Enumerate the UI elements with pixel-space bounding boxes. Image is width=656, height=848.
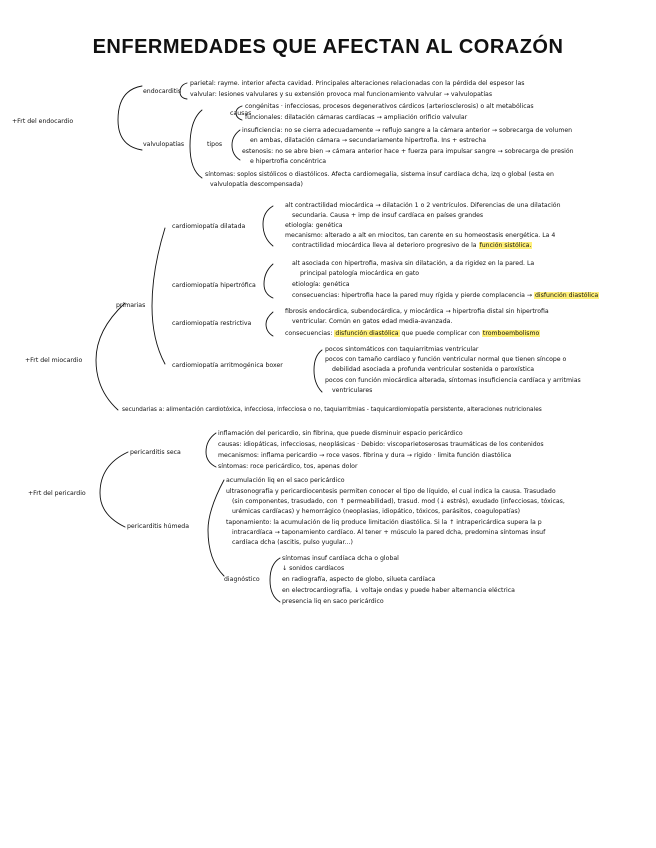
text-line: en ambas, dilatación cámara → secundariamente hipertrofia. Ins + estrecha xyxy=(250,137,487,144)
node-cardiomiopatia-restrictiva: cardiomiopatía restrictiva xyxy=(172,320,252,327)
text-line: alt asociada con hipertrofia, masiva sin dilatación, a da rigidez en la pared. La xyxy=(292,260,535,267)
node-diagnostico: diagnóstico xyxy=(224,576,260,583)
bracket-dilatada xyxy=(263,206,273,246)
text-line: mecanismos: inflama pericardio → roce vasos. fibrina y dura → rígido · limita función diastólica xyxy=(218,452,512,459)
bracket-endocardio xyxy=(118,86,142,150)
node-endocarditis: endocarditis xyxy=(143,88,182,95)
text-line: síntomas: roce pericárdico, tos, apenas dolor xyxy=(218,463,358,470)
node-cardiomiopatia-dilatada: cardiomiopatía dilatada xyxy=(172,223,246,230)
text-line: contractilidad miocárdica lleva al deterioro progresivo de la función sistólica. xyxy=(292,242,532,249)
text-line: insuficiencia: no se cierra adecuadamente → reflujo sangre a la cámara anterior → sobrecarga de volumen xyxy=(242,127,573,134)
bracket-restrictiva xyxy=(266,312,273,336)
text-line: causas: idiopáticas, infecciosas, neoplásicas · Debido: viscoparietoserosas traumáticas de los contenidos xyxy=(218,441,544,448)
text-line: ventriculares xyxy=(332,387,373,394)
text-line: cardíaca dcha (ascitis, pulso yugular...) xyxy=(232,539,353,546)
bracket-miocardio xyxy=(96,303,125,410)
node-valvulopatias: valvulopatías xyxy=(143,141,185,148)
node-pericarditis-seca: pericarditis seca xyxy=(130,449,181,456)
text-line: parietal: rayme. interior afecta cavidad. Principales alteraciones relacionadas con la pérdida del espesor las xyxy=(190,80,525,87)
bracket-primarias xyxy=(152,228,165,364)
bracket-humeda xyxy=(208,480,224,576)
node-cardiomiopatia-hipertrofica: cardiomiopatía hipertrófica xyxy=(172,282,256,289)
text-line: pocos con tamaño cardíaco y función ventricular normal que tienen síncope o xyxy=(325,356,567,363)
text-line: e hipertrofia concéntrica xyxy=(250,158,327,165)
text-line: inflamación del pericardio, sin fibrina, que puede disminuir espacio pericárdico xyxy=(218,430,463,437)
text-line: en radiografía, aspecto de globo, silueta cardíaca xyxy=(282,576,436,583)
branch-endocardio: +Frt del endocardio xyxy=(12,118,74,125)
text-line: presencia liq en saco pericárdico xyxy=(282,598,384,605)
text-line: etiología: genética xyxy=(285,222,343,229)
node-causas: causas xyxy=(230,110,252,117)
text-line: ventricular. Común en gatos edad media-avanzada. xyxy=(292,318,453,325)
highlight-tromboembolismo: tromboembolismo xyxy=(482,330,540,337)
bracket-arritmogenica xyxy=(314,350,322,392)
text-line: síntomas: soplos sistólicos o diastólicos. Afecta cardiomegalia, sistema insuf cardíaca dcha, izq o global (esta en xyxy=(205,171,554,178)
text-line: urémicas cardíacas) y hemorrágico (neoplasias, idiopático, tóxicos, parásitos, coagulopatías) xyxy=(232,508,521,515)
branch-pericardio: +Frt del pericardio xyxy=(28,490,86,497)
text-line: intracardíaca → taponamiento cardíaco. Al tener + músculo la pared dcha, predomina síntomas insuf xyxy=(232,529,546,536)
node-pericarditis-humeda: pericarditis húmeda xyxy=(127,523,190,530)
text-line: valvular: lesiones valvulares y su extensión provoca mal funcionamiento valvular → valvulopatías xyxy=(190,91,493,98)
highlight-funcion-sistolica: función sistólica. xyxy=(479,242,532,249)
bracket-seca xyxy=(206,433,216,467)
text-line: (sin componentes, trasudado, con ↑ permeabilidad), trasud. mod (↓ estrés), exudado (infecciosas, tóxicas, xyxy=(232,498,565,505)
node-secundarias: secundarias a: alimentación cardiotóxica, infecciosa, infecciosa o no, taquiarritmias - taquicardiomiopatía persistente, alteraciones nutricionales xyxy=(122,407,542,413)
page-title: ENFERMEDADES QUE AFECTAN AL CORAZÓN xyxy=(92,36,564,58)
highlight-disfuncion-diastolica: disfunción diastólica xyxy=(534,292,599,299)
bracket-hipertrofica xyxy=(264,264,273,298)
text-line: síntomas insuf cardíaca dcha o global xyxy=(282,555,399,562)
bracket-valvulopatias xyxy=(190,110,202,178)
node-cardiomiopatia-arritmogenica: cardiomiopatía arritmogénica boxer xyxy=(172,362,283,369)
branch-miocardio: +Frt del miocardio xyxy=(25,357,83,364)
text-line: consecuencias: hipertrofia hace la pared muy rígida y pierde complacencia → disfunción diastólica xyxy=(292,292,599,299)
text-line: consecuencias: disfunción diastólica que puede complicar con tromboembolismo xyxy=(285,330,540,337)
text-line: valvulopatía descompensada) xyxy=(210,181,303,188)
node-primarias: primarias xyxy=(116,302,146,309)
bracket-pericardio xyxy=(100,452,128,527)
text-line: ↓ sonidos cardíacos xyxy=(282,565,345,572)
text-line: pocos con función miocárdica alterada, síntomas insuficiencia cardíaca y arritmias xyxy=(325,377,581,384)
text-line: en electrocardiografía, ↓ voltaje ondas y puede haber alternancia eléctrica xyxy=(282,587,515,594)
text-line: taponamiento: la acumulación de liq produce limitación diastólica. Si la ↑ intrapericárdica supera la p xyxy=(226,519,542,526)
text-line: pocos sintomáticos con taquiarritmias ventricular xyxy=(325,346,479,353)
text-line: principal patología miocárdica en gato xyxy=(300,270,420,277)
text-line: congénitas · infecciosas, procesos degenerativos cárdicos (arteriosclerosis) o alt metabólicas xyxy=(245,103,534,110)
bracket-diagnostico xyxy=(270,558,280,602)
text-line: acumulación liq en el saco pericárdico xyxy=(226,477,345,484)
text-line: mecanismo: alterado a alt en miocitos, tan carente en su homeostasis energética. La 4 xyxy=(285,232,556,239)
text-line: debilidad asociada a profunda ventricular sostenida o paroxística xyxy=(332,366,535,373)
bracket-tipos xyxy=(232,130,240,160)
node-tipos: tipos xyxy=(207,141,223,148)
text-line: secundaria. Causa + imp de insuf cardíaca en países grandes xyxy=(292,212,484,219)
text-line: ultrasonografía y pericardiocentesis permiten conocer el tipo de líquido, el cual indica la causa. Trasudado xyxy=(226,488,556,495)
text-line: alt contractilidad miocárdica → dilatación 1 o 2 ventrículos. Diferencias de una dilatación xyxy=(285,202,561,209)
text-line: funcionales: dilatación cámaras cardíacas → ampliación orificio valvular xyxy=(245,114,468,121)
highlight-disfuncion-diastolica: disfunción diastólica xyxy=(335,330,399,337)
text-line: etiología: genética xyxy=(292,281,350,288)
text-line: fibrosis endocárdica, subendocárdica, y miocárdica → hipertrofia distal sin hipertrofia xyxy=(285,308,549,315)
text-line: estenosis: no se abre bien → cámara anterior hace + fuerza para impulsar sangre → sobrecarga de presión xyxy=(242,148,574,155)
